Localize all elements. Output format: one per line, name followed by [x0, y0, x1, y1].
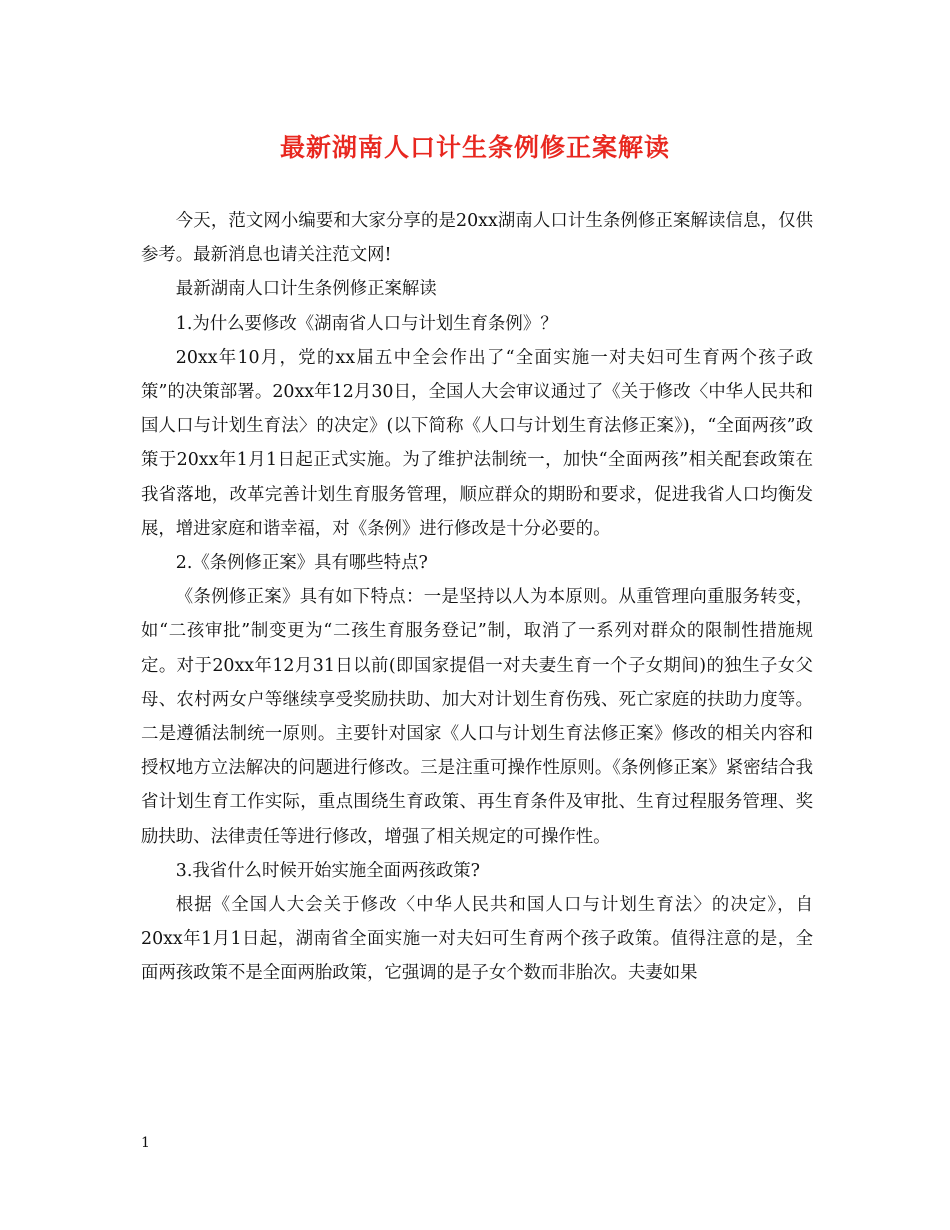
- subtitle-paragraph: 最新湖南人口计生条例修正案解读: [175, 279, 437, 300]
- document-body: [141, 204, 813, 991]
- question-2-heading: 2.《条例修正案》具有哪些特点?: [175, 553, 428, 574]
- answer-2-paragraph: 《条例修正案》具有如下特点：一是坚持以人为本原则。从重管理向重服务转变，如“二孩审批”制变更为“二孩生育服务登记”制，取消了一系列对群众的限制性措施规定。对于20xx年12月31日以前(即国家提倡一对夫妻生育一个子女期间)的独生子女父母、农村两女户等继续享受奖励扶助、加大对计划生育伤残、死亡家庭的扶助力度等。二是遵循法制统一原则。主要针对国家《人口与计划生育法修正案》修改的相关内容和授权地方立法解决的问题进行修改。三是注重可操作性原则。《条例修正案》紧密结合我省计划生育工作实际，重点围绕生育政策、再生育条件及审批、生育过程服务管理、奖励扶助、法律责任等进行修改，增强了相关规定的可操作性。: [141, 587, 813, 847]
- page-number: 1: [141, 1135, 150, 1151]
- intro-paragraph: 今天，范文网小编要和大家分享的是20xx湖南人口计生条例修正案解读信息，仅供参考。最新消息也请关注范文网!: [141, 211, 813, 266]
- question-3-heading: 3.我省什么时候开始实施全面两孩政策?: [175, 860, 480, 881]
- answer-3-paragraph: 根据《全国人大会关于修改〈中华人民共和国人口与计划生育法〉的决定》，自20xx年1月1日起，湖南省全面实施一对夫妇可生育两个孩子政策。值得注意的是，全面两孩政策不是全面两胎政策，它强调的是子女个数而非胎次。夫妻如果: [141, 895, 813, 984]
- question-1-heading: 1.为什么要修改《湖南省人口与计划生育条例》？: [175, 313, 558, 334]
- document-title: 最新湖南人口计生条例修正案解读: [279, 133, 670, 162]
- answer-1-paragraph: 20xx年10月，党的xx届五中全会作出了“全面实施一对夫妇可生育两个孩子政策”的决策部署。20xx年12月30日，全国人大会审议通过了《关于修改〈中华人民共和国人口与计划生育法〉的决定》(以下简称《人口与计划生育法修正案》)，“全面两孩”政策于20xx年1月1日起正式实施。为了维护法制统一，加快“全面两孩”相关配套政策在我省落地，改革完善计划生育服务管理，顺应群众的期盼和要求，促进我省人口均衡发展，增进家庭和谐幸福，对《条例》进行修改是十分必要的。: [141, 347, 813, 539]
